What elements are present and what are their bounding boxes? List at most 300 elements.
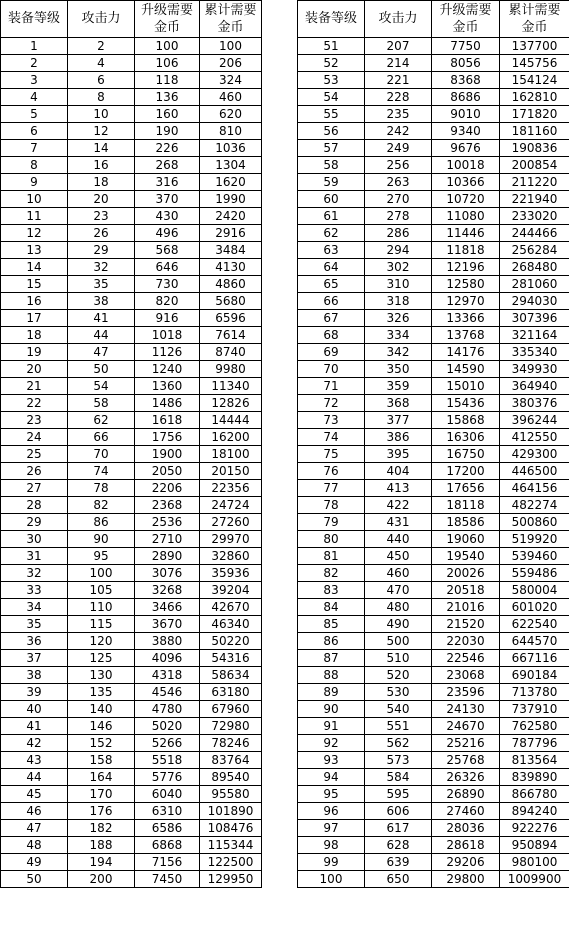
table-row [1,718,262,735]
cell-cumulative-cost: 762580 [500,718,569,735]
cell-attack: 74 [68,463,135,480]
cell-level: 27 [1,480,68,497]
table-row [298,463,569,480]
table-row [298,531,569,548]
cell-attack: 12 [68,123,135,140]
cell-level: 80 [298,531,365,548]
cell-level: 79 [298,514,365,531]
cell-level: 75 [298,446,365,463]
cell-attack: 235 [365,106,432,123]
cell-cumulative-cost: 11340 [200,378,262,395]
cell-cumulative-cost: 78246 [200,735,262,752]
table-row [298,191,569,208]
cell-upgrade-cost: 23596 [432,684,500,701]
header-row [1,1,262,38]
header-cumulative-cost: 累计需要 金币 [200,1,262,38]
cell-level: 11 [1,208,68,225]
level-table-right [297,0,569,888]
table-row [1,599,262,616]
cell-cumulative-cost: 12826 [200,395,262,412]
cell-level: 67 [298,310,365,327]
cell-attack: 38 [68,293,135,310]
cell-attack: 82 [68,497,135,514]
cell-upgrade-cost: 15010 [432,378,500,395]
table-row [298,106,569,123]
cell-upgrade-cost: 21016 [432,599,500,616]
cell-cumulative-cost: 364940 [500,378,569,395]
cell-upgrade-cost: 25768 [432,752,500,769]
cell-attack: 66 [68,429,135,446]
cell-level: 52 [298,55,365,72]
cell-attack: 490 [365,616,432,633]
cell-cumulative-cost: 268480 [500,259,569,276]
cell-cumulative-cost: 839890 [500,769,569,786]
cell-level: 36 [1,633,68,650]
cell-level: 39 [1,684,68,701]
cell-attack: 120 [68,633,135,650]
cell-attack: 146 [68,718,135,735]
cell-upgrade-cost: 24130 [432,701,500,718]
cell-upgrade-cost: 25216 [432,735,500,752]
cell-level: 89 [298,684,365,701]
table-row [1,259,262,276]
cell-upgrade-cost: 4546 [135,684,200,701]
cell-cumulative-cost: 644570 [500,633,569,650]
cell-cumulative-cost: 713780 [500,684,569,701]
cell-upgrade-cost: 10720 [432,191,500,208]
cell-cumulative-cost: 429300 [500,446,569,463]
cell-upgrade-cost: 12196 [432,259,500,276]
table-row [298,429,569,446]
cell-cumulative-cost: 137700 [500,38,569,55]
cell-level: 66 [298,293,365,310]
cell-level: 40 [1,701,68,718]
cell-level: 15 [1,276,68,293]
cell-level: 95 [298,786,365,803]
cell-upgrade-cost: 8368 [432,72,500,89]
cell-attack: 395 [365,446,432,463]
table-row [298,208,569,225]
cell-level: 14 [1,259,68,276]
cell-level: 71 [298,378,365,395]
cell-level: 5 [1,106,68,123]
cell-attack: 413 [365,480,432,497]
table-row [298,786,569,803]
cell-upgrade-cost: 11818 [432,242,500,259]
cell-attack: 270 [365,191,432,208]
cell-attack: 595 [365,786,432,803]
table-row [298,480,569,497]
cell-upgrade-cost: 17200 [432,463,500,480]
table-row [298,55,569,72]
cell-level: 100 [298,871,365,888]
cell-attack: 100 [68,565,135,582]
cell-upgrade-cost: 190 [135,123,200,140]
cell-attack: 194 [68,854,135,871]
cell-cumulative-cost: 256284 [500,242,569,259]
table-row [1,310,262,327]
cell-attack: 152 [68,735,135,752]
cell-cumulative-cost: 460 [200,89,262,106]
cell-cumulative-cost: 108476 [200,820,262,837]
cell-upgrade-cost: 13768 [432,327,500,344]
cell-upgrade-cost: 6586 [135,820,200,837]
cell-level: 69 [298,344,365,361]
table-row [298,259,569,276]
table-row [298,752,569,769]
table-row [1,327,262,344]
header-cumulative-cost: 累计需要 金币 [500,1,569,38]
cell-level: 22 [1,395,68,412]
header-upgrade-cost: 升级需要 金币 [432,1,500,38]
table-row [1,446,262,463]
cell-upgrade-cost: 1618 [135,412,200,429]
cell-cumulative-cost: 22356 [200,480,262,497]
cell-cumulative-cost: 294030 [500,293,569,310]
cell-cumulative-cost: 539460 [500,548,569,565]
table-row [298,38,569,55]
cell-upgrade-cost: 1756 [135,429,200,446]
cell-attack: 500 [365,633,432,650]
cell-level: 50 [1,871,68,888]
table-row [1,361,262,378]
table-row [298,72,569,89]
cell-level: 55 [298,106,365,123]
table-row [1,565,262,582]
cell-level: 30 [1,531,68,548]
table-row [298,871,569,888]
cell-attack: 573 [365,752,432,769]
table-row [298,123,569,140]
cell-upgrade-cost: 8686 [432,89,500,106]
table-row [298,616,569,633]
cell-cumulative-cost: 27260 [200,514,262,531]
cell-attack: 8 [68,89,135,106]
cell-upgrade-cost: 26326 [432,769,500,786]
table-row [298,242,569,259]
cell-attack: 170 [68,786,135,803]
cell-upgrade-cost: 28036 [432,820,500,837]
cell-attack: 249 [365,140,432,157]
cell-cumulative-cost: 446500 [500,463,569,480]
cell-attack: 318 [365,293,432,310]
cell-cumulative-cost: 54316 [200,650,262,667]
cell-level: 84 [298,599,365,616]
cell-cumulative-cost: 7614 [200,327,262,344]
table-row [298,327,569,344]
cell-level: 13 [1,242,68,259]
table-row [298,735,569,752]
cell-level: 85 [298,616,365,633]
cell-cumulative-cost: 58634 [200,667,262,684]
cell-attack: 221 [365,72,432,89]
cell-upgrade-cost: 16750 [432,446,500,463]
cell-upgrade-cost: 4096 [135,650,200,667]
table-row [1,412,262,429]
cell-attack: 228 [365,89,432,106]
cell-level: 65 [298,276,365,293]
table-row [298,820,569,837]
cell-cumulative-cost: 122500 [200,854,262,871]
cell-attack: 90 [68,531,135,548]
table-row [298,140,569,157]
cell-level: 61 [298,208,365,225]
cell-level: 99 [298,854,365,871]
cell-attack: 26 [68,225,135,242]
table-row [1,378,262,395]
cell-attack: 47 [68,344,135,361]
cell-upgrade-cost: 2368 [135,497,200,514]
cell-upgrade-cost: 11446 [432,225,500,242]
cell-attack: 62 [68,412,135,429]
cell-cumulative-cost: 1009900 [500,871,569,888]
cell-level: 73 [298,412,365,429]
cell-attack: 404 [365,463,432,480]
table-row [1,803,262,820]
cell-attack: 110 [68,599,135,616]
cell-level: 86 [298,633,365,650]
table-row [1,191,262,208]
cell-attack: 263 [365,174,432,191]
cell-upgrade-cost: 23068 [432,667,500,684]
cell-cumulative-cost: 787796 [500,735,569,752]
table-row [298,684,569,701]
cell-level: 68 [298,327,365,344]
cell-cumulative-cost: 29970 [200,531,262,548]
table-row [298,565,569,582]
cell-upgrade-cost: 430 [135,208,200,225]
cell-cumulative-cost: 20150 [200,463,262,480]
cell-level: 59 [298,174,365,191]
cell-upgrade-cost: 4318 [135,667,200,684]
cell-level: 2 [1,55,68,72]
cell-attack: 334 [365,327,432,344]
table-row [1,769,262,786]
cell-attack: 278 [365,208,432,225]
table-row [298,633,569,650]
table-row [1,276,262,293]
cell-cumulative-cost: 380376 [500,395,569,412]
cell-attack: 368 [365,395,432,412]
cell-level: 58 [298,157,365,174]
cell-upgrade-cost: 2536 [135,514,200,531]
cell-attack: 562 [365,735,432,752]
cell-upgrade-cost: 13366 [432,310,500,327]
table-row [298,89,569,106]
table-row [1,123,262,140]
cell-attack: 350 [365,361,432,378]
table-row [1,667,262,684]
table-row [298,837,569,854]
table-row [1,293,262,310]
cell-attack: 386 [365,429,432,446]
cell-level: 96 [298,803,365,820]
cell-level: 77 [298,480,365,497]
cell-upgrade-cost: 5020 [135,718,200,735]
cell-cumulative-cost: 737910 [500,701,569,718]
table-row [298,276,569,293]
header-level: 装备等级 [298,1,365,38]
cell-upgrade-cost: 5266 [135,735,200,752]
header-attack: 攻击力 [68,1,135,38]
cell-upgrade-cost: 15436 [432,395,500,412]
cell-cumulative-cost: 500860 [500,514,569,531]
cell-cumulative-cost: 50220 [200,633,262,650]
cell-attack: 584 [365,769,432,786]
cell-cumulative-cost: 18100 [200,446,262,463]
cell-attack: 32 [68,259,135,276]
cell-attack: 29 [68,242,135,259]
cell-upgrade-cost: 9340 [432,123,500,140]
cell-attack: 50 [68,361,135,378]
cell-cumulative-cost: 866780 [500,786,569,803]
cell-upgrade-cost: 20518 [432,582,500,599]
cell-upgrade-cost: 100 [135,38,200,55]
cell-attack: 2 [68,38,135,55]
cell-level: 3 [1,72,68,89]
cell-upgrade-cost: 8056 [432,55,500,72]
cell-cumulative-cost: 1036 [200,140,262,157]
table-row [1,72,262,89]
cell-level: 17 [1,310,68,327]
cell-level: 53 [298,72,365,89]
cell-upgrade-cost: 370 [135,191,200,208]
cell-level: 83 [298,582,365,599]
table-row [298,582,569,599]
cell-upgrade-cost: 118 [135,72,200,89]
cell-cumulative-cost: 950894 [500,837,569,854]
cell-upgrade-cost: 29206 [432,854,500,871]
cell-level: 43 [1,752,68,769]
table-row [1,55,262,72]
table-row [298,854,569,871]
cell-attack: 44 [68,327,135,344]
cell-level: 49 [1,854,68,871]
table-row [298,497,569,514]
cell-attack: 286 [365,225,432,242]
cell-upgrade-cost: 2890 [135,548,200,565]
cell-upgrade-cost: 10366 [432,174,500,191]
table-row [1,735,262,752]
table-row [1,854,262,871]
cell-upgrade-cost: 16306 [432,429,500,446]
cell-level: 82 [298,565,365,582]
table-row [298,378,569,395]
table-row [298,174,569,191]
cell-upgrade-cost: 2050 [135,463,200,480]
table-row [1,38,262,55]
cell-attack: 135 [68,684,135,701]
cell-attack: 158 [68,752,135,769]
table-row [1,650,262,667]
table-row [1,786,262,803]
level-table-left [0,0,262,888]
cell-attack: 450 [365,548,432,565]
cell-attack: 130 [68,667,135,684]
cell-attack: 115 [68,616,135,633]
cell-upgrade-cost: 28618 [432,837,500,854]
table-row [298,769,569,786]
table-row [298,718,569,735]
cell-attack: 606 [365,803,432,820]
cell-cumulative-cost: 4130 [200,259,262,276]
cell-cumulative-cost: 349930 [500,361,569,378]
cell-cumulative-cost: 980100 [500,854,569,871]
cell-attack: 58 [68,395,135,412]
cell-level: 31 [1,548,68,565]
cell-upgrade-cost: 916 [135,310,200,327]
cell-cumulative-cost: 39204 [200,582,262,599]
cell-level: 90 [298,701,365,718]
cell-cumulative-cost: 233020 [500,208,569,225]
cell-cumulative-cost: 154124 [500,72,569,89]
table-row [298,599,569,616]
table-row [1,463,262,480]
cell-cumulative-cost: 95580 [200,786,262,803]
table-row [298,361,569,378]
table-row [298,514,569,531]
cell-upgrade-cost: 1240 [135,361,200,378]
cell-level: 48 [1,837,68,854]
header-attack: 攻击力 [365,1,432,38]
cell-cumulative-cost: 63180 [200,684,262,701]
cell-level: 7 [1,140,68,157]
cell-cumulative-cost: 2916 [200,225,262,242]
cell-upgrade-cost: 3268 [135,582,200,599]
cell-attack: 105 [68,582,135,599]
cell-level: 91 [298,718,365,735]
cell-upgrade-cost: 268 [135,157,200,174]
cell-attack: 440 [365,531,432,548]
cell-level: 42 [1,735,68,752]
cell-upgrade-cost: 26890 [432,786,500,803]
table-row [1,514,262,531]
table-row [1,174,262,191]
cell-level: 25 [1,446,68,463]
cell-attack: 470 [365,582,432,599]
cell-upgrade-cost: 316 [135,174,200,191]
cell-attack: 125 [68,650,135,667]
cell-attack: 310 [365,276,432,293]
cell-level: 33 [1,582,68,599]
table-row [298,310,569,327]
cell-upgrade-cost: 12970 [432,293,500,310]
cell-cumulative-cost: 3484 [200,242,262,259]
cell-upgrade-cost: 1486 [135,395,200,412]
cell-attack: 510 [365,650,432,667]
cell-level: 9 [1,174,68,191]
cell-upgrade-cost: 9676 [432,140,500,157]
cell-attack: 86 [68,514,135,531]
cell-level: 63 [298,242,365,259]
cell-level: 47 [1,820,68,837]
cell-attack: 10 [68,106,135,123]
cell-cumulative-cost: 32860 [200,548,262,565]
cell-attack: 460 [365,565,432,582]
cell-upgrade-cost: 14176 [432,344,500,361]
table-row [298,225,569,242]
cell-cumulative-cost: 6596 [200,310,262,327]
cell-level: 46 [1,803,68,820]
cell-level: 20 [1,361,68,378]
cell-level: 93 [298,752,365,769]
cell-cumulative-cost: 145756 [500,55,569,72]
cell-upgrade-cost: 1900 [135,446,200,463]
cell-cumulative-cost: 580004 [500,582,569,599]
cell-upgrade-cost: 1018 [135,327,200,344]
cell-level: 32 [1,565,68,582]
cell-cumulative-cost: 200854 [500,157,569,174]
